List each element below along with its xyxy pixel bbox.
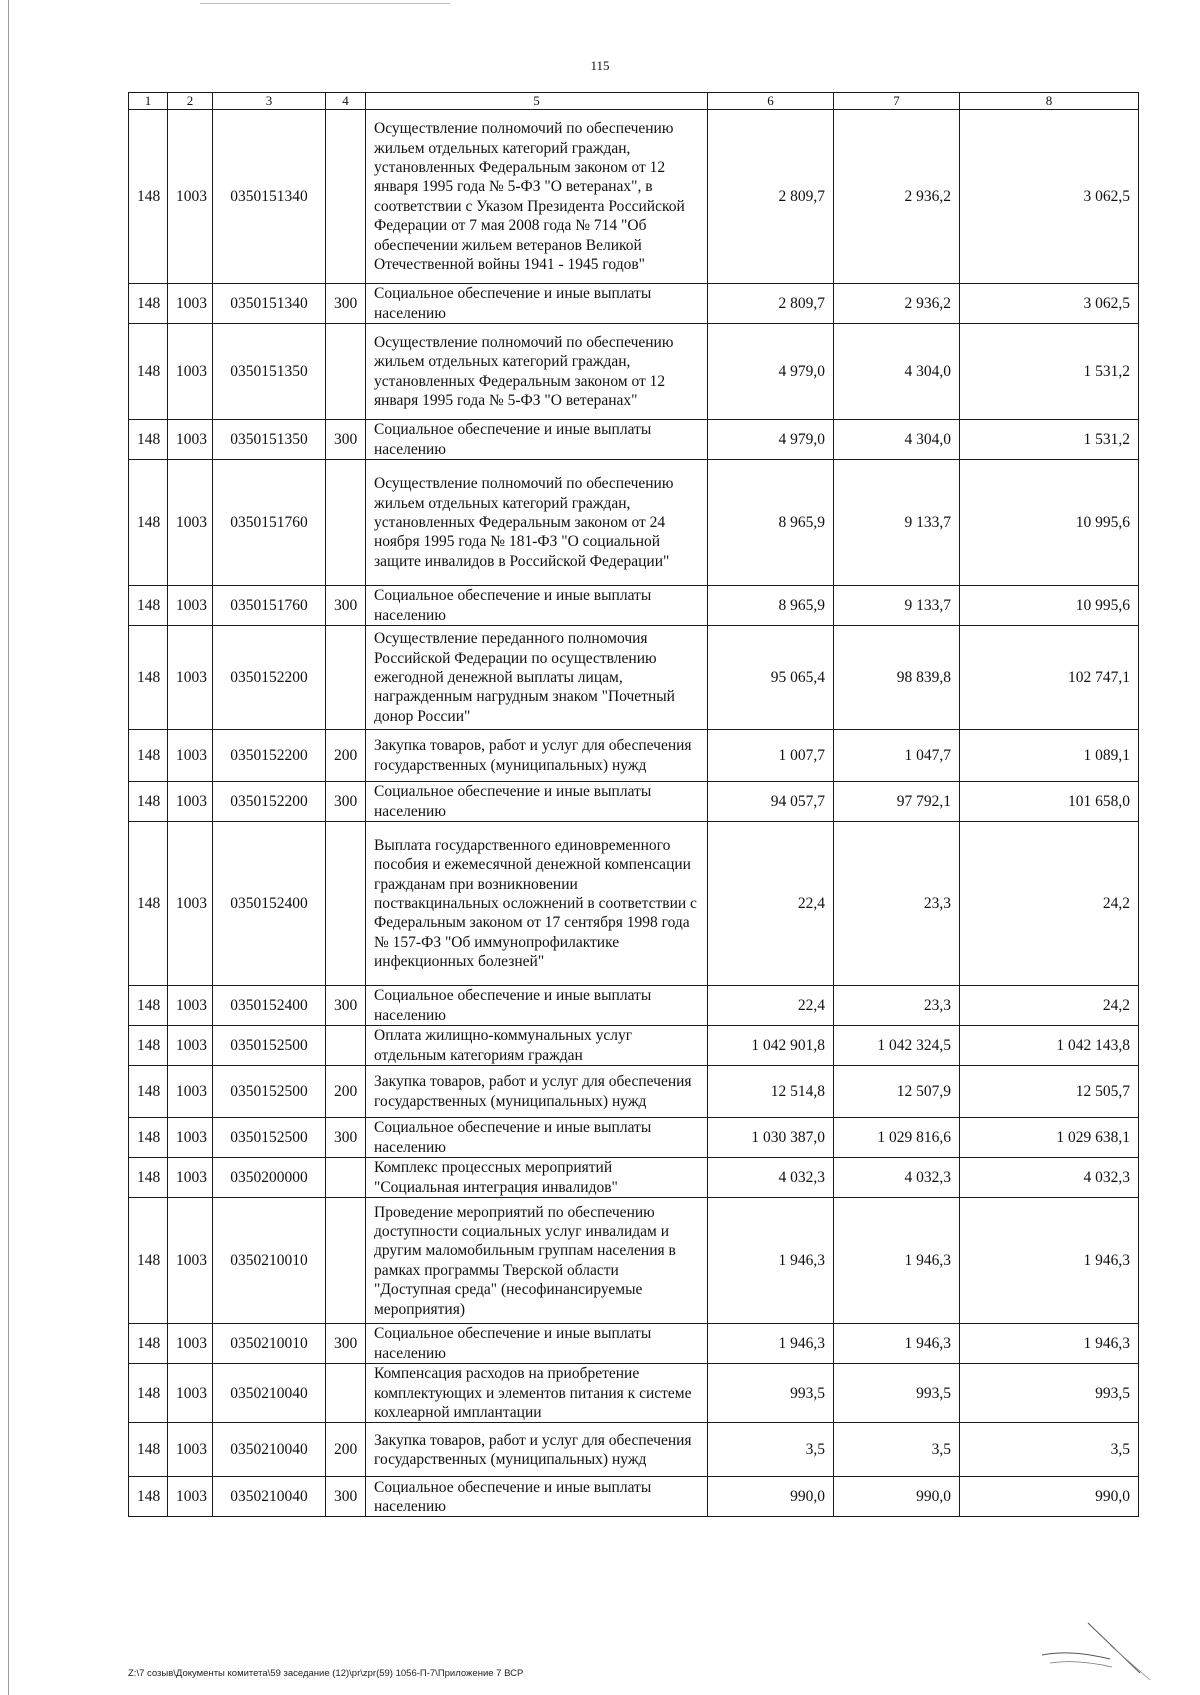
target-article-cell: 0350151340 xyxy=(213,284,326,324)
amount-year1-cell: 4 979,0 xyxy=(708,324,834,420)
target-article-cell: 0350152500 xyxy=(213,1118,326,1158)
grbs-code-cell: 148 xyxy=(129,1118,168,1158)
amount-year2-cell: 3,5 xyxy=(834,1423,960,1477)
target-article-cell: 0350152500 xyxy=(213,1066,326,1118)
amount-year2-cell: 2 936,2 xyxy=(834,110,960,284)
amount-year3-cell: 3,5 xyxy=(960,1423,1139,1477)
amount-year1-cell: 2 809,7 xyxy=(708,110,834,284)
expense-type-cell: 300 xyxy=(326,986,366,1026)
description-cell: Осуществление полномочий по обеспечению жильем отдельных категорий граждан, установленных Федеральным законом от 12 января 1995 года № 5-ФЗ "О ветеранах" xyxy=(366,324,708,420)
expense-type-cell xyxy=(326,822,366,986)
amount-year1-cell: 22,4 xyxy=(708,822,834,986)
section-code-cell: 1003 xyxy=(168,1066,213,1118)
budget-table xyxy=(128,92,1139,1517)
description-cell: Закупка товаров, работ и услуг для обеспечения государственных (муниципальных) нужд xyxy=(366,730,708,782)
expense-type-cell: 300 xyxy=(326,1477,366,1517)
grbs-code-cell: 148 xyxy=(129,284,168,324)
amount-year3-cell: 10 995,6 xyxy=(960,460,1139,586)
grbs-code-cell: 148 xyxy=(129,324,168,420)
section-code-cell: 1003 xyxy=(168,324,213,420)
amount-year3-cell: 101 658,0 xyxy=(960,782,1139,822)
expense-type-cell xyxy=(326,1364,366,1423)
description-cell: Закупка товаров, работ и услуг для обеспечения государственных (муниципальных) нужд xyxy=(366,1066,708,1118)
section-code-cell: 1003 xyxy=(168,586,213,626)
grbs-code-cell: 148 xyxy=(129,730,168,782)
description-cell: Социальное обеспечение и иные выплаты населению xyxy=(366,586,708,626)
amount-year2-cell: 1 946,3 xyxy=(834,1324,960,1364)
amount-year3-cell: 10 995,6 xyxy=(960,586,1139,626)
target-article-cell: 0350151350 xyxy=(213,324,326,420)
amount-year1-cell: 1 007,7 xyxy=(708,730,834,782)
grbs-code-cell: 148 xyxy=(129,1324,168,1364)
amount-year3-cell: 1 029 638,1 xyxy=(960,1118,1139,1158)
expense-type-cell xyxy=(326,1158,366,1198)
description-cell: Проведение мероприятий по обеспечению доступности социальных услуг инвалидам и другим маломобильным группам населения в рамках программы Тверской области "Доступная среда" (несофинансируемые мероприятия) xyxy=(366,1198,708,1324)
description-cell: Социальное обеспечение и иные выплаты населению xyxy=(366,782,708,822)
section-code-cell: 1003 xyxy=(168,284,213,324)
amount-year2-cell: 1 946,3 xyxy=(834,1198,960,1324)
amount-year2-cell: 9 133,7 xyxy=(834,460,960,586)
amount-year1-cell: 990,0 xyxy=(708,1477,834,1517)
amount-year1-cell: 4 032,3 xyxy=(708,1158,834,1198)
table-row xyxy=(129,1364,1139,1423)
grbs-code-cell: 148 xyxy=(129,822,168,986)
column-header: 6 xyxy=(708,93,834,110)
section-code-cell: 1003 xyxy=(168,460,213,586)
amount-year2-cell: 4 304,0 xyxy=(834,324,960,420)
amount-year1-cell: 8 965,9 xyxy=(708,460,834,586)
table-row xyxy=(129,1324,1139,1364)
table-row xyxy=(129,110,1139,284)
table-row xyxy=(129,1423,1139,1477)
amount-year3-cell: 3 062,5 xyxy=(960,110,1139,284)
target-article-cell: 0350151340 xyxy=(213,110,326,284)
amount-year1-cell: 993,5 xyxy=(708,1364,834,1423)
grbs-code-cell: 148 xyxy=(129,460,168,586)
grbs-code-cell: 148 xyxy=(129,420,168,460)
grbs-code-cell: 148 xyxy=(129,986,168,1026)
scan-top-line xyxy=(200,3,450,4)
target-article-cell: 0350152500 xyxy=(213,1026,326,1066)
amount-year1-cell: 4 979,0 xyxy=(708,420,834,460)
table-row xyxy=(129,1158,1139,1198)
amount-year1-cell: 12 514,8 xyxy=(708,1066,834,1118)
amount-year2-cell: 1 047,7 xyxy=(834,730,960,782)
column-header: 3 xyxy=(213,93,326,110)
section-code-cell: 1003 xyxy=(168,1423,213,1477)
amount-year1-cell: 94 057,7 xyxy=(708,782,834,822)
target-article-cell: 0350152200 xyxy=(213,626,326,730)
table-row xyxy=(129,1118,1139,1158)
description-cell: Выплата государственного единовременного пособия и ежемесячной денежной компенсации гражданам при возникновении поствакцинальных осложнений в соответствии с Федеральным законом от 17 сентября 1998 года № 157-ФЗ "Об иммунопрофилактике инфекционных болезней" xyxy=(366,822,708,986)
section-code-cell: 1003 xyxy=(168,1324,213,1364)
amount-year2-cell: 2 936,2 xyxy=(834,284,960,324)
table-row xyxy=(129,420,1139,460)
amount-year3-cell: 24,2 xyxy=(960,986,1139,1026)
table-row xyxy=(129,460,1139,586)
target-article-cell: 0350152400 xyxy=(213,822,326,986)
amount-year2-cell: 993,5 xyxy=(834,1364,960,1423)
section-code-cell: 1003 xyxy=(168,986,213,1026)
amount-year2-cell: 23,3 xyxy=(834,822,960,986)
amount-year3-cell: 1 089,1 xyxy=(960,730,1139,782)
amount-year2-cell: 1 029 816,6 xyxy=(834,1118,960,1158)
amount-year2-cell: 4 032,3 xyxy=(834,1158,960,1198)
column-header: 8 xyxy=(960,93,1139,110)
description-cell: Социальное обеспечение и иные выплаты населению xyxy=(366,1324,708,1364)
amount-year1-cell: 95 065,4 xyxy=(708,626,834,730)
expense-type-cell: 200 xyxy=(326,1423,366,1477)
section-code-cell: 1003 xyxy=(168,626,213,730)
section-code-cell: 1003 xyxy=(168,420,213,460)
amount-year2-cell: 97 792,1 xyxy=(834,782,960,822)
amount-year3-cell: 993,5 xyxy=(960,1364,1139,1423)
expense-type-cell: 200 xyxy=(326,1066,366,1118)
amount-year3-cell: 12 505,7 xyxy=(960,1066,1139,1118)
amount-year3-cell: 1 946,3 xyxy=(960,1324,1139,1364)
expense-type-cell: 300 xyxy=(326,1118,366,1158)
grbs-code-cell: 148 xyxy=(129,1066,168,1118)
grbs-code-cell: 148 xyxy=(129,782,168,822)
table-row xyxy=(129,324,1139,420)
expense-type-cell xyxy=(326,460,366,586)
amount-year1-cell: 1 946,3 xyxy=(708,1324,834,1364)
column-header: 2 xyxy=(168,93,213,110)
expense-type-cell: 300 xyxy=(326,586,366,626)
column-number-row xyxy=(129,93,1139,110)
expense-type-cell: 200 xyxy=(326,730,366,782)
grbs-code-cell: 148 xyxy=(129,626,168,730)
description-cell: Закупка товаров, работ и услуг для обеспечения государственных (муниципальных) нужд xyxy=(366,1423,708,1477)
table-row xyxy=(129,626,1139,730)
amount-year2-cell: 98 839,8 xyxy=(834,626,960,730)
target-article-cell: 0350210010 xyxy=(213,1198,326,1324)
section-code-cell: 1003 xyxy=(168,822,213,986)
grbs-code-cell: 148 xyxy=(129,110,168,284)
amount-year1-cell: 2 809,7 xyxy=(708,284,834,324)
target-article-cell: 0350210040 xyxy=(213,1364,326,1423)
amount-year2-cell: 12 507,9 xyxy=(834,1066,960,1118)
description-cell: Социальное обеспечение и иные выплаты населению xyxy=(366,986,708,1026)
handwritten-signature xyxy=(1040,1615,1160,1685)
expense-type-cell xyxy=(326,1198,366,1324)
target-article-cell: 0350152200 xyxy=(213,782,326,822)
section-code-cell: 1003 xyxy=(168,730,213,782)
amount-year2-cell: 9 133,7 xyxy=(834,586,960,626)
amount-year3-cell: 1 946,3 xyxy=(960,1198,1139,1324)
amount-year3-cell: 102 747,1 xyxy=(960,626,1139,730)
amount-year1-cell: 1 042 901,8 xyxy=(708,1026,834,1066)
description-cell: Социальное обеспечение и иные выплаты населению xyxy=(366,1477,708,1517)
description-cell: Компенсация расходов на приобретение комплектующих и элементов питания к системе кохлеарной имплантации xyxy=(366,1364,708,1423)
column-header: 5 xyxy=(366,93,708,110)
target-article-cell: 0350210040 xyxy=(213,1423,326,1477)
expense-type-cell: 300 xyxy=(326,1324,366,1364)
section-code-cell: 1003 xyxy=(168,1158,213,1198)
table-row xyxy=(129,1066,1139,1118)
amount-year1-cell: 3,5 xyxy=(708,1423,834,1477)
description-cell: Осуществление полномочий по обеспечению жильем отдельных категорий граждан, установленных Федеральным законом от 12 января 1995 года № 5-ФЗ "О ветеранах", в соответствии с Указом Президента Российской Федерации от 7 мая 2008 года № 714 "Об обеспечении жильем ветеранов Великой Отечественной войны 1941 - 1945 годов" xyxy=(366,110,708,284)
amount-year2-cell: 1 042 324,5 xyxy=(834,1026,960,1066)
column-header: 4 xyxy=(326,93,366,110)
target-article-cell: 0350152400 xyxy=(213,986,326,1026)
amount-year1-cell: 8 965,9 xyxy=(708,586,834,626)
amount-year3-cell: 1 531,2 xyxy=(960,324,1139,420)
section-code-cell: 1003 xyxy=(168,1026,213,1066)
target-article-cell: 0350210040 xyxy=(213,1477,326,1517)
amount-year2-cell: 990,0 xyxy=(834,1477,960,1517)
column-header: 7 xyxy=(834,93,960,110)
table-row xyxy=(129,730,1139,782)
description-cell: Осуществление переданного полномочия Российской Федерации по осуществлению ежегодной денежной выплаты лицам, награжденным нагрудным знаком "Почетный донор России" xyxy=(366,626,708,730)
section-code-cell: 1003 xyxy=(168,110,213,284)
description-cell: Социальное обеспечение и иные выплаты населению xyxy=(366,284,708,324)
amount-year3-cell: 3 062,5 xyxy=(960,284,1139,324)
amount-year3-cell: 4 032,3 xyxy=(960,1158,1139,1198)
amount-year1-cell: 1 946,3 xyxy=(708,1198,834,1324)
expense-type-cell xyxy=(326,324,366,420)
file-path-footer: Z:\7 созыв\Документы комитета\59 заседание (12)\pr\zpr(59) 1056-П-7\Приложение 7 ВСР xyxy=(128,1668,524,1679)
expense-type-cell xyxy=(326,626,366,730)
description-cell: Социальное обеспечение и иные выплаты населению xyxy=(366,1118,708,1158)
grbs-code-cell: 148 xyxy=(129,1198,168,1324)
expense-type-cell xyxy=(326,110,366,284)
target-article-cell: 0350210010 xyxy=(213,1324,326,1364)
section-code-cell: 1003 xyxy=(168,1198,213,1324)
description-cell: Оплата жилищно-коммунальных услуг отдельным категориям граждан xyxy=(366,1026,708,1066)
grbs-code-cell: 148 xyxy=(129,1026,168,1066)
amount-year2-cell: 4 304,0 xyxy=(834,420,960,460)
target-article-cell: 0350151350 xyxy=(213,420,326,460)
section-code-cell: 1003 xyxy=(168,1364,213,1423)
target-article-cell: 0350151760 xyxy=(213,460,326,586)
target-article-cell: 0350151760 xyxy=(213,586,326,626)
amount-year3-cell: 990,0 xyxy=(960,1477,1139,1517)
description-cell: Комплекс процессных мероприятий "Социальная интеграция инвалидов" xyxy=(366,1158,708,1198)
section-code-cell: 1003 xyxy=(168,782,213,822)
expense-type-cell: 300 xyxy=(326,420,366,460)
amount-year3-cell: 24,2 xyxy=(960,822,1139,986)
expense-type-cell xyxy=(326,1026,366,1066)
table-row xyxy=(129,986,1139,1026)
section-code-cell: 1003 xyxy=(168,1118,213,1158)
table-row xyxy=(129,782,1139,822)
table-row xyxy=(129,822,1139,986)
page-number: 115 xyxy=(590,58,610,73)
grbs-code-cell: 148 xyxy=(129,1477,168,1517)
amount-year2-cell: 23,3 xyxy=(834,986,960,1026)
grbs-code-cell: 148 xyxy=(129,1364,168,1423)
description-cell: Осуществление полномочий по обеспечению жильем отдельных категорий граждан, установленных Федеральным законом от 24 ноября 1995 года № 181-ФЗ "О социальной защите инвалидов в Российской Федерации" xyxy=(366,460,708,586)
section-code-cell: 1003 xyxy=(168,1477,213,1517)
amount-year3-cell: 1 531,2 xyxy=(960,420,1139,460)
table-row xyxy=(129,586,1139,626)
amount-year1-cell: 1 030 387,0 xyxy=(708,1118,834,1158)
target-article-cell: 0350152200 xyxy=(213,730,326,782)
target-article-cell: 0350200000 xyxy=(213,1158,326,1198)
table-row xyxy=(129,284,1139,324)
table-row xyxy=(129,1477,1139,1517)
description-cell: Социальное обеспечение и иные выплаты населению xyxy=(366,420,708,460)
grbs-code-cell: 148 xyxy=(129,1158,168,1198)
amount-year3-cell: 1 042 143,8 xyxy=(960,1026,1139,1066)
column-header: 1 xyxy=(129,93,168,110)
expense-type-cell: 300 xyxy=(326,782,366,822)
expense-type-cell: 300 xyxy=(326,284,366,324)
table-row xyxy=(129,1026,1139,1066)
scan-edge-line xyxy=(8,0,9,1695)
amount-year1-cell: 22,4 xyxy=(708,986,834,1026)
grbs-code-cell: 148 xyxy=(129,586,168,626)
grbs-code-cell: 148 xyxy=(129,1423,168,1477)
table-row xyxy=(129,1198,1139,1324)
